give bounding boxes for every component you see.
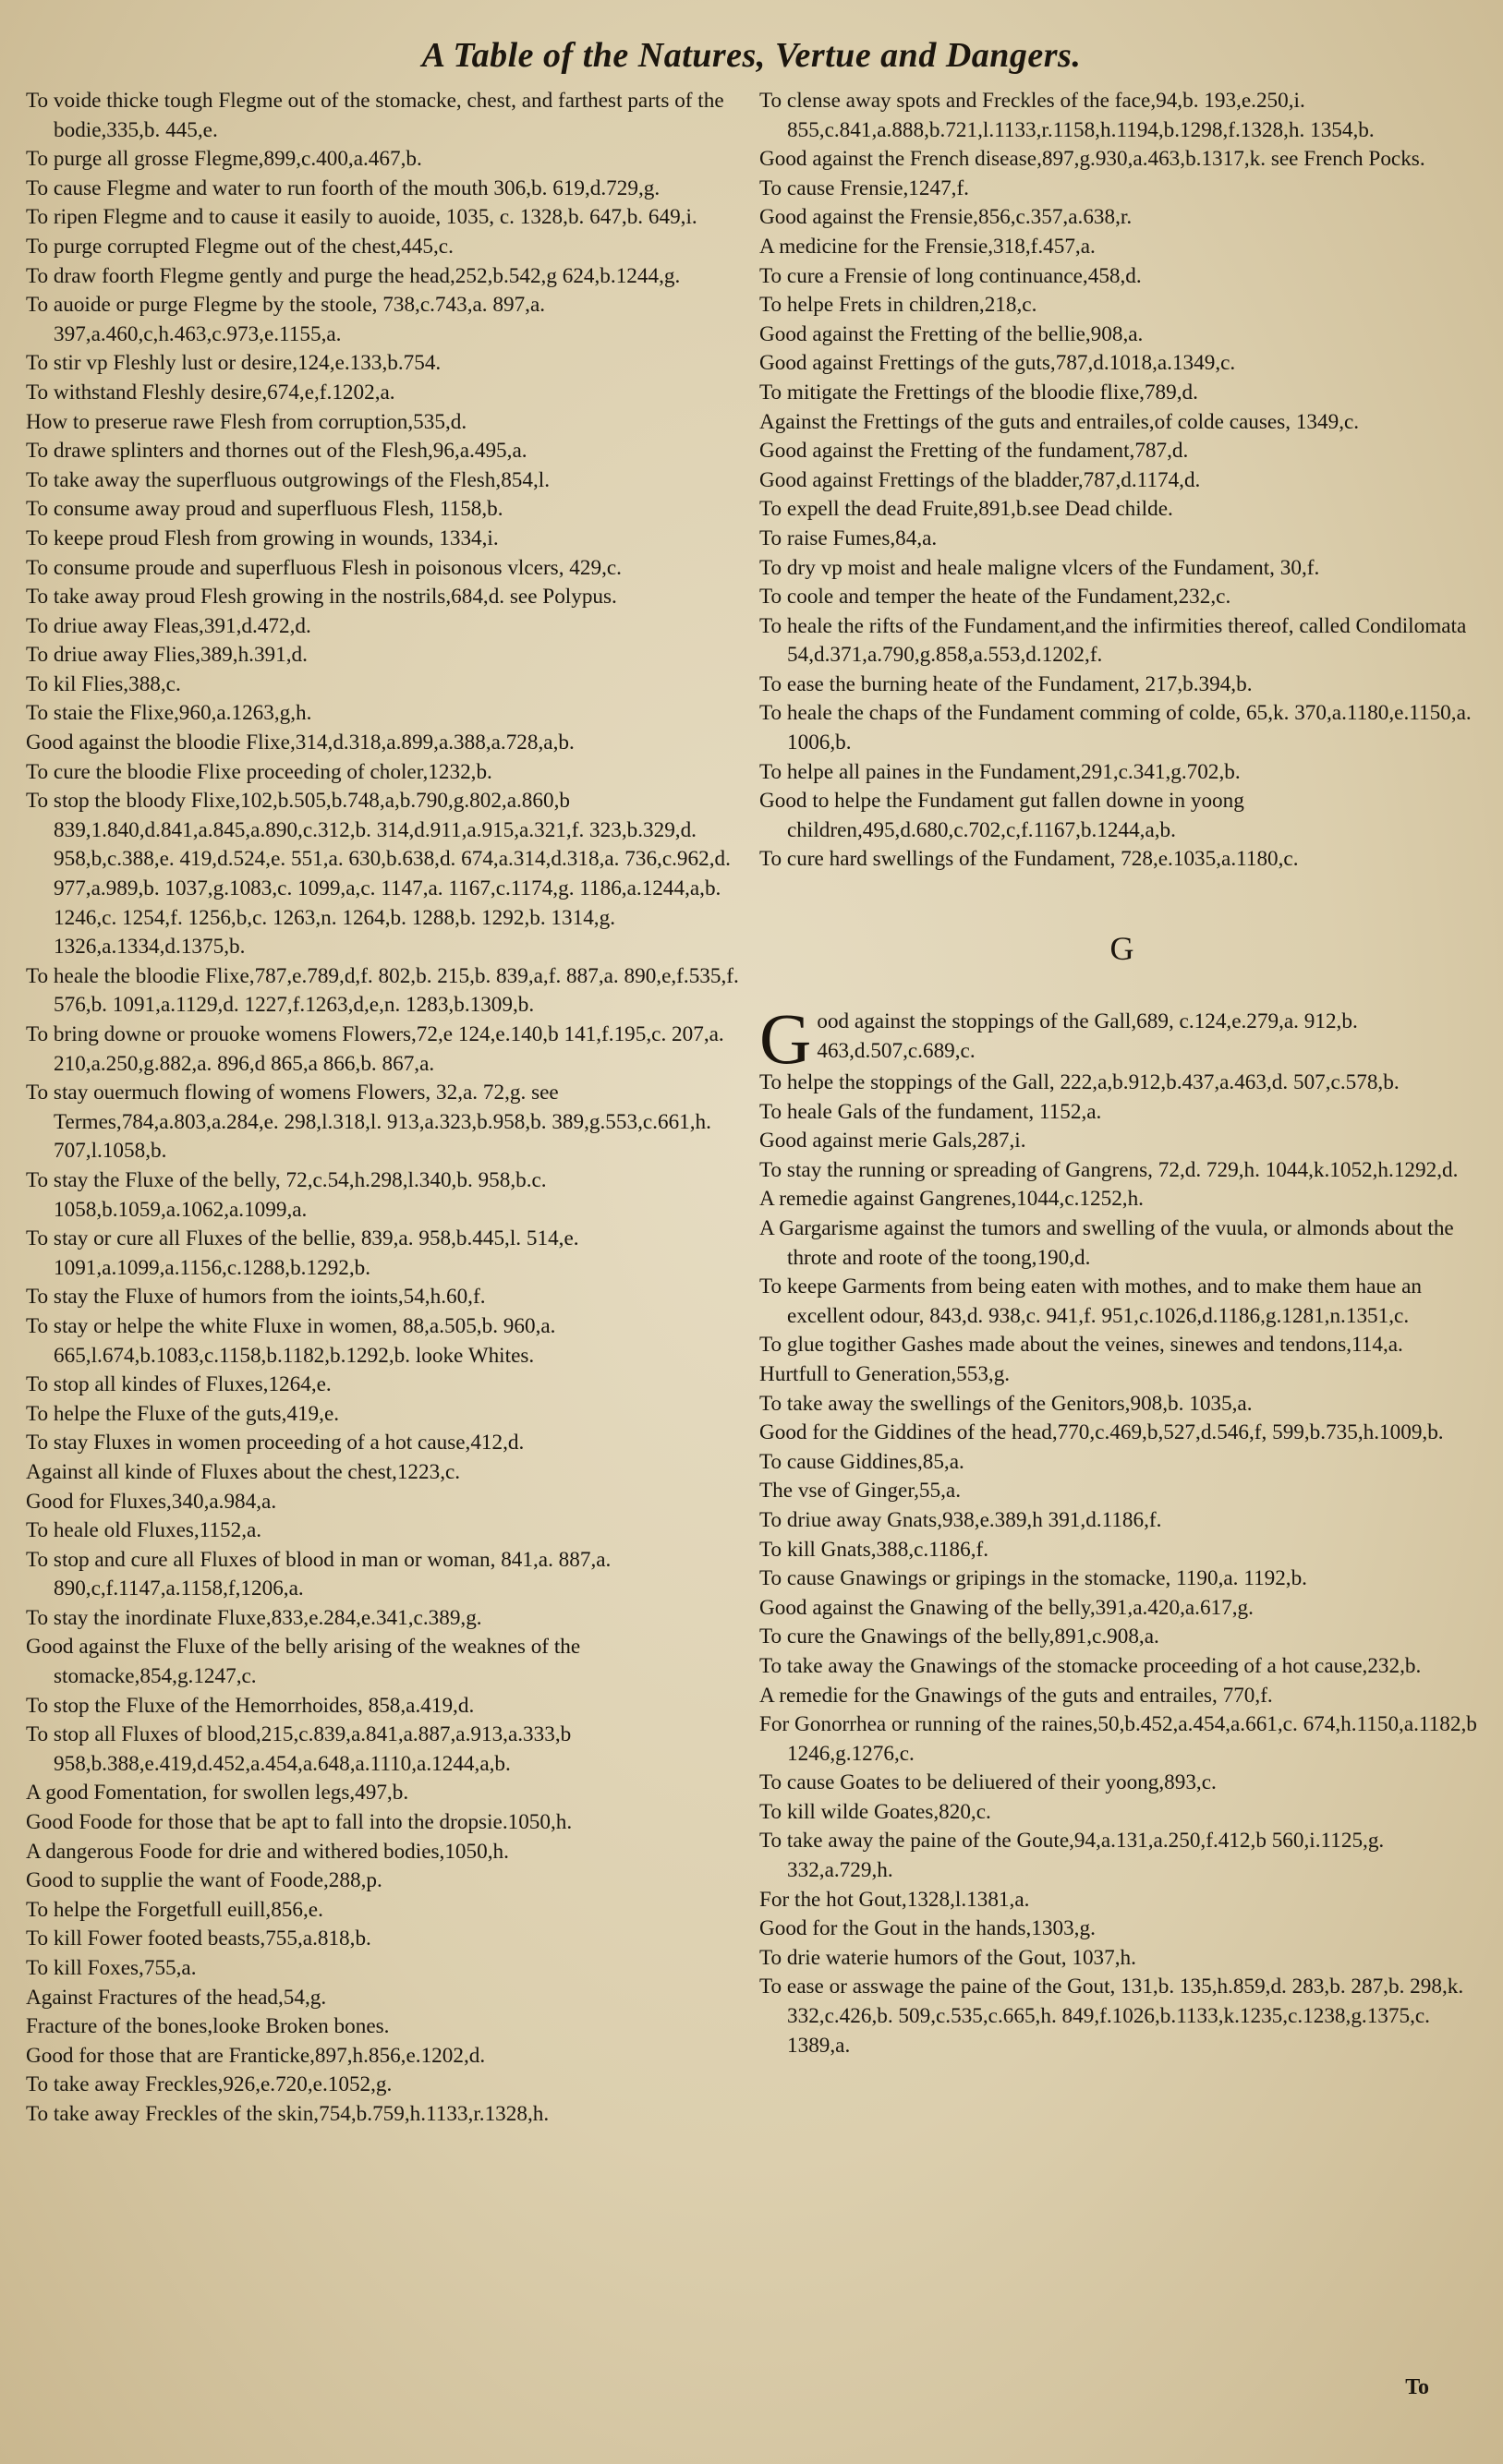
index-entry: To coole and temper the heate of the Fundament,232,c. xyxy=(759,585,1231,610)
index-entry: To stay Fluxes in women proceeding of a hot cause,412,d. xyxy=(26,1431,525,1455)
index-entry: To stay ouermuch flowing of womens Flowers, 32,a. 72,g. see Termes,784,a.803,a.284,e. 298,l.318,l. 913,a.323,b.958,b. 389,g.553,c.661,h. 707,l.1058,b. xyxy=(26,1081,711,1164)
index-entry: Against Fractures of the head,54,g. xyxy=(26,1985,327,2010)
index-entry: To purge all grosse Flegme,899,c.400,a.467,b. xyxy=(26,147,422,172)
index-entry: To stay the inordinate Fluxe,833,e.284,e.341,c.389,g. xyxy=(26,1605,482,1630)
index-entry: To cure the bloodie Flixe proceeding of choler,1232,b. xyxy=(26,759,492,784)
index-entry: To helpe the Forgetfull euill,856,e. xyxy=(26,1897,323,1922)
index-entry: Good for the Giddines of the head,770,c.469,b,527,d.546,f, 599,b.735,h.1009,b. xyxy=(759,1420,1444,1445)
index-entry: To keepe Garments from being eaten with mothes, and to make them haue an excellent odour, 843,d. 938,c. 941,f. 951,c.1026,d.1186,g.1281,n.1351,c. xyxy=(759,1274,1422,1328)
index-entry: Against all kinde of Fluxes about the chest,1223,c. xyxy=(26,1459,461,1484)
index-entry: A remedie against Gangrenes,1044,c.1252,h. xyxy=(759,1187,1144,1212)
index-entry: To take away the superfluous outgrowings of the Flesh,854,l. xyxy=(26,467,551,492)
index-entry: To stay or cure all Fluxes of the bellie, 839,a. 958,b.445,l. 514,e. 1091,a.1099,a.1156,c.1288,b.1292,b. xyxy=(26,1226,579,1280)
index-entry: A dangerous Foode for drie and withered bodies,1050,h. xyxy=(26,1839,509,1864)
index-entry: Good to supplie the want of Foode,288,p. xyxy=(26,1868,382,1893)
index-entry: To cause Gnawings or gripings in the stomacke, 1190,a. 1192,b. xyxy=(759,1566,1307,1591)
index-entry: Fracture of the bones,looke Broken bones. xyxy=(26,2014,390,2039)
index-entry: To take away the paine of the Goute,94,a.131,a.250,f.412,b 560,i.1125,g. 332,a.729,h. xyxy=(759,1829,1385,1883)
index-entry: To take away the Gnawings of the stomacke proceeding of a hot cause,232,b. xyxy=(759,1653,1422,1678)
entry-text: ood against the stoppings of the Gall,689, c.124,e.279,a. 912,b. 463,d.507,c.689,c. xyxy=(817,1009,1358,1063)
index-entry: To ripen Flegme and to cause it easily to auoide, 1035, c. 1328,b. 647,b. 649,i. xyxy=(26,205,697,230)
index-entry: To ease or asswage the paine of the Gout, 131,b. 135,h.859,d. 283,b. 287,b. 298,k. 332,c.426,b. 509,c.535,c.665,h. 849,f.1026,b.1133,k.1235,c.1238,g.1375,c. 1389,a. xyxy=(759,1975,1464,2058)
index-entry: Good against the bloodie Flixe,314,d.318,a.899,a.388,a.728,a,b. xyxy=(26,731,575,755)
index-entry: To bring downe or prouoke womens Flowers,72,e 124,e.140,b 141,f.195,c. 207,a. 210,a.250,g.882,a. 896,d 865,a 866,b. 867,a. xyxy=(26,1022,724,1076)
index-entry: To stir vp Fleshly lust or desire,124,e.133,b.754. xyxy=(26,351,442,376)
index-entry: To heale Gals of the fundament, 1152,a. xyxy=(759,1099,1102,1124)
index-entry: To stop the bloody Flixe,102,b.505,b.748,a,b.790,g.802,a.860,b 839,1.840,d.841,a.845,a.890,c.312,b. 314,d.911,a.915,a.321,f. 323,b.329,d. 958,b,c.388,e. 419,d.524,e. 551,a. 630,b.638,d. 674,a.314,d.318,a. 736,c.962,d. 977,a.989,b. 1037,g.1083,c. 1099,a,c. 1147,a. 1167,c.1174,g. 1186,a.1244,a,b. 1246,c. 1254,f. 1256,b,c. 1263,n. 1264,b. 1288,b. 1292,b. 1314,g. 1326,a.1334,d.1375,b. xyxy=(26,789,731,960)
index-entry: Good against the Fluxe of the belly arising of the weaknes of the stomacke,854,g.1247,c. xyxy=(26,1635,581,1689)
index-entry: For the hot Gout,1328,l.1381,a. xyxy=(759,1887,1030,1912)
left-column xyxy=(26,87,751,2130)
index-entry: For Gonorrhea or running of the raines,50,b.452,a.454,a.661,c. 674,h.1150,a.1182,b 1246,g.1276,c. xyxy=(759,1712,1477,1766)
index-entry: To take away proud Flesh growing in the nostrils,684,d. see Polypus. xyxy=(26,585,617,610)
index-entry: To kil Flies,388,c. xyxy=(26,671,181,696)
index-entry: To heale the rifts of the Fundament,and the infirmities thereof, called Condilomata 54,d.371,a.790,g.858,a.553,d.1202,f. xyxy=(759,613,1467,668)
index-entry: A medicine for the Frensie,318,f.457,a. xyxy=(759,234,1096,259)
index-entry: To drie waterie humors of the Gout, 1037,h. xyxy=(759,1945,1136,1970)
index-entry: To helpe the Fluxe of the guts,419,e. xyxy=(26,1401,340,1426)
index-entry-gall xyxy=(759,998,1485,1080)
index-entry: A good Fomentation, for swollen legs,497,b. xyxy=(26,1781,409,1806)
index-entry: Good for Fluxes,340,a.984,a. xyxy=(26,1489,277,1514)
index-entry: To driue away Flies,389,h.391,d. xyxy=(26,643,308,668)
index-entry: To cure a Frensie of long continuance,458,d. xyxy=(759,263,1142,288)
right-column xyxy=(759,87,1485,2060)
index-entry: To kill wilde Goates,820,c. xyxy=(759,1799,991,1824)
index-entry: To cause Goates to be deliuered of their yoong,893,c. xyxy=(759,1770,1217,1795)
section-letter-g: G xyxy=(1109,930,1134,968)
index-entry: To heale the chaps of the Fundament comming of colde, 65,k. 370,a.1180,e.1150,a. 1006,b. xyxy=(759,701,1472,755)
index-entry: Good against merie Gals,287,i. xyxy=(759,1129,1026,1153)
index-entry: To cure hard swellings of the Fundament, 728,e.1035,a.1180,c. xyxy=(759,847,1299,872)
index-entry: To clense away spots and Freckles of the face,94,b. 193,e.250,i. 855,c.841,a.888,b.721,l.1133,r.1158,h.1194,b.1298,f.1328,h. 1354,b. xyxy=(759,89,1375,142)
index-entry: To drawe splinters and thornes out of the Flesh,96,a.495,a. xyxy=(26,439,527,464)
index-entry: To stop all kindes of Fluxes,1264,e. xyxy=(26,1372,332,1397)
index-entry: To staie the Flixe,960,a.1263,g,h. xyxy=(26,701,312,726)
index-entry: A remedie for the Gnawings of the guts and entrailes, 770,f. xyxy=(759,1683,1273,1708)
index-entry: To voide thicke tough Flegme out of the stomacke, chest, and farthest parts of the bodie,335,b. 445,e. xyxy=(26,89,724,142)
index-entry: To stop and cure all Fluxes of blood in man or woman, 841,a. 887,a. 890,c,f.1147,a.1158,f,1206,a. xyxy=(26,1547,612,1601)
index-entry: To cause Frensie,1247,f. xyxy=(759,175,969,200)
index-entry: Good for those that are Franticke,897,h.856,e.1202,d. xyxy=(26,2043,486,2068)
index-entry: To expell the dead Fruite,891,b.see Dead childe. xyxy=(759,497,1173,522)
index-entry: Good against Frettings of the bladder,787,d.1174,d. xyxy=(759,467,1201,492)
index-entry: To raise Fumes,84,a. xyxy=(759,525,938,550)
index-entry: Good Foode for those that be apt to fall into the dropsie.1050,h. xyxy=(26,1810,573,1835)
index-entry: To take away Freckles,926,e.720,e.1052,g. xyxy=(26,2072,393,2097)
index-entry: Against the Frettings of the guts and entrailes,of colde causes, 1349,c. xyxy=(759,409,1360,434)
index-entry: Good against the Fretting of the bellie,908,a. xyxy=(759,321,1144,346)
index-entry: Good against Frettings of the guts,787,d.1018,a.1349,c. xyxy=(759,351,1236,376)
index-entry: To helpe the stoppings of the Gall, 222,a,b.912,b.437,a.463,d. 507,c.578,b. xyxy=(759,1070,1400,1095)
index-entry: To keepe proud Flesh from growing in wounds, 1334,i. xyxy=(26,525,499,550)
index-entry: Good for the Gout in the hands,1303,g. xyxy=(759,1916,1096,1941)
index-entry: To cause Giddines,85,a. xyxy=(759,1449,964,1474)
index-entry: How to preserue rawe Flesh from corruption,535,d. xyxy=(26,409,467,434)
index-entry: To glue togither Gashes made about the veines, sinewes and tendons,114,a. xyxy=(759,1333,1403,1358)
index-entry: To helpe Frets in children,218,c. xyxy=(759,293,1037,318)
index-entry: To driue away Fleas,391,d.472,d. xyxy=(26,613,311,638)
index-entry: To stay the Fluxe of humors from the ioints,54,h.60,f. xyxy=(26,1285,486,1310)
index-entry: To consume proude and superfluous Flesh in poisonous vlcers, 429,c. xyxy=(26,555,622,580)
index-entry: Good against the French disease,897,g.930,a.463,b.1317,k. see French Pocks. xyxy=(759,147,1425,172)
catchword: To xyxy=(1405,2375,1429,2399)
index-entry: To heale old Fluxes,1152,a. xyxy=(26,1518,262,1543)
drop-cap: G xyxy=(759,998,812,1080)
index-entry: Good against the Fretting of the fundament,787,d. xyxy=(759,439,1189,464)
index-entry: To withstand Fleshly desire,674,e,f.1202,a. xyxy=(26,380,395,405)
index-entry: To take away Freckles of the skin,754,b.759,h.1133,r.1328,h. xyxy=(26,2101,550,2126)
index-entry: To dry vp moist and heale maligne vlcers of the Fundament, 30,f. xyxy=(759,555,1320,580)
index-entry: To helpe all paines in the Fundament,291,c.341,g.702,b. xyxy=(759,759,1241,784)
index-entry: To ease the burning heate of the Fundament, 217,b.394,b. xyxy=(759,671,1253,696)
index-entry: To mitigate the Frettings of the bloodie flixe,789,d. xyxy=(759,380,1198,405)
index-entry: To stay the running or spreading of Gangrens, 72,d. 729,h. 1044,k.1052,h.1292,d. xyxy=(759,1157,1459,1182)
index-entry: Good against the Gnawing of the belly,391,a.420,a.617,g. xyxy=(759,1595,1254,1620)
page-header: A Table of the Natures, Vertue and Dangers. xyxy=(421,36,1082,75)
index-entry: Good against the Frensie,856,c.357,a.638,r. xyxy=(759,205,1133,230)
index-entry: To take away the swellings of the Genitors,908,b. 1035,a. xyxy=(759,1391,1253,1416)
index-entry: To stay or helpe the white Fluxe in women, 88,a.505,b. 960,a. 665,l.674,b.1083,c.1158,b.1182,b.1292,b. looke Whites. xyxy=(26,1313,556,1368)
index-entry: Hurtfull to Generation,553,g. xyxy=(759,1361,1011,1386)
index-entry: A Gargarisme against the tumors and swelling of the vuula, or almonds about the throte and roote of the toong,190,d. xyxy=(759,1216,1454,1270)
index-entry: To stop all Fluxes of blood,215,c.839,a.841,a.887,a.913,a.333,b 958,b.388,e.419,d.452,a.454,a.648,a.1110,a.1244,a,b. xyxy=(26,1722,572,1776)
index-entry: To cause Flegme and water to run foorth of the mouth 306,b. 619,d.729,g. xyxy=(26,175,661,200)
index-entry: Good to helpe the Fundament gut fallen downe in yoong children,495,d.680,c.702,c,f.1167,b.1244,a,b. xyxy=(759,789,1244,842)
index-entry: To consume away proud and superfluous Flesh, 1158,b. xyxy=(26,497,503,522)
index-entry: To heale the bloodie Flixe,787,e.789,d,f. 802,b. 215,b. 839,a,f. 887,a. 890,e,f.535,f. 576,b. 1091,a.1129,d. 1227,f.1263,d,e,n. 1283,b.1309,b. xyxy=(26,963,739,1018)
index-entry: To kill Gnats,388,c.1186,f. xyxy=(759,1537,989,1562)
index-entry: To draw foorth Flegme gently and purge the head,252,b.542,g 624,b.1244,g. xyxy=(26,263,681,288)
index-entry: The vse of Ginger,55,a. xyxy=(759,1479,961,1504)
index-entry: To kill Fower footed beasts,755,a.818,b. xyxy=(26,1927,371,1951)
index-entry: To stay the Fluxe of the belly, 72,c.54,h.298,l.340,b. 958,b.c. 1058,b.1059,a.1062,a.1099,a. xyxy=(26,1167,547,1222)
index-entry: To driue away Gnats,938,e.389,h 391,d.1186,f. xyxy=(759,1507,1162,1532)
index-entry: To purge corrupted Flegme out of the chest,445,c. xyxy=(26,234,454,259)
index-entry: To auoide or purge Flegme by the stoole, 738,c.743,a. 897,a. 397,a.460,c,h.463,c.973,e.1155,a. xyxy=(26,293,546,346)
index-entry: To stop the Fluxe of the Hemorrhoides, 858,a.419,d. xyxy=(26,1693,475,1718)
index-entry: To cure the Gnawings of the belly,891,c.908,a. xyxy=(759,1625,1159,1649)
index-entry: To kill Foxes,755,a. xyxy=(26,1956,197,1980)
